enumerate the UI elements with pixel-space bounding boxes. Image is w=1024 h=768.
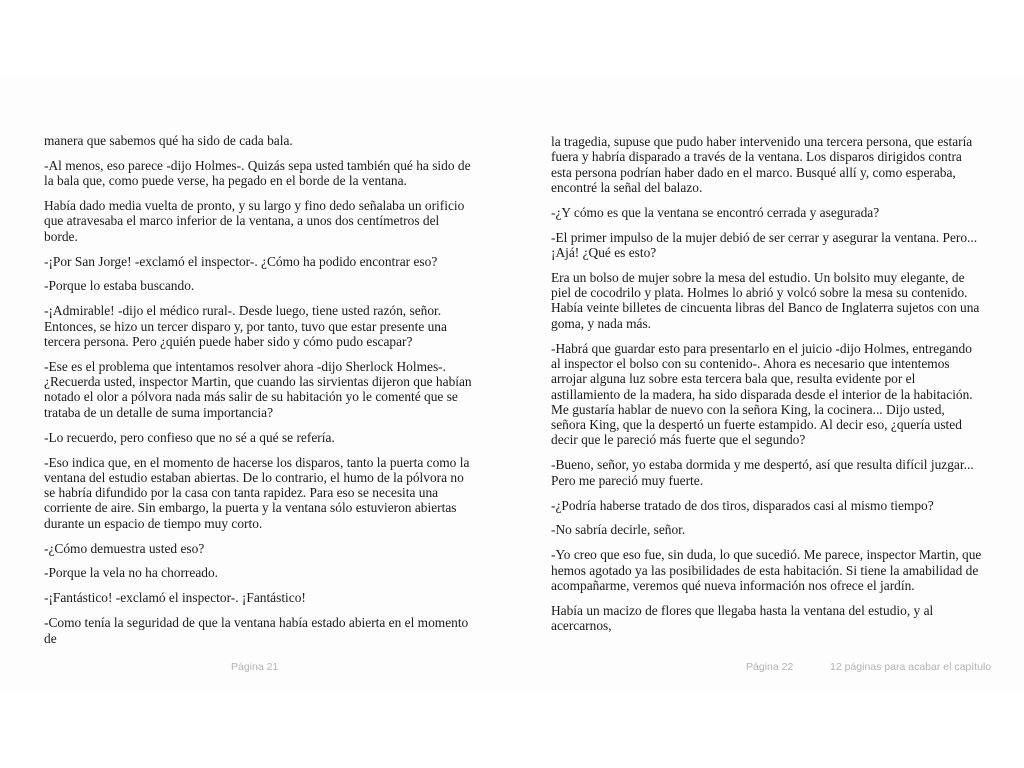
paragraph: -¿Podría haberse tratado de dos tiros, disparados casi al mismo tiempo? [551,497,934,513]
paragraph: -Al menos, eso parece -dijo Holmes-. Quizás sepa usted también qué ha sido de la bala que, como puede verse, ha pegado en el borde de la ventana. [44,157,471,189]
paragraph: -¡Admirable! -dijo el médico rural-. Desde luego, tiene usted razón, señor. Entonces, se hizo un tercer disparo y, por tanto, tuvo que estar presente una tercera persona. Pero ¿quién puede haber sido y cómo pudo escapar? [44,303,447,349]
book-reader [0,77,1024,691]
paragraph: la tragedia, supuse que pudo haber intervenido una tercera persona, que estaría fuera y habría disparado a través de la ventana. Los disparos dirigidos contra esta persona podrían haber dado en el marco. Busqué allí y, como esperaba, encontré la señal del balazo. [551,134,973,195]
paragraph: -¡Por San Jorge! -exclamó el inspector-. ¿Cómo ha podido encontrar eso? [44,253,438,269]
paragraph: manera que sabemos qué ha sido de cada bala. [44,133,293,148]
paragraph: Había dado media vuelta de pronto, y su largo y fino dedo señalaba un orificio que atravesaba el marco inferior de la ventana, a unos dos centímetros del borde. [44,198,465,244]
left-page[interactable] [44,133,476,655]
paragraph: -Ese es el problema que intentamos resolver ahora -dijo Sherlock Holmes-. ¿Recuerda usted, inspector Martin, que cuando las sirvientas dijeron que habían notado el olor a pólvora nada más salir de su habitación yo le comenté que se trataba de un detalle de suma importancia? [44,358,472,420]
chapter-pages-remaining: 12 páginas para acabar el capítulo [830,661,992,673]
paragraph: -Eso indica que, en el momento de hacerse los disparos, tanto la puerta como la ventana del estudio estaban abiertas. De lo contrario, el humo de la pólvora no se habría difundido por la casa con tanta rapidez. Para eso se necesita una corriente de aire. Sin embargo, la puerta y la ventana sólo estuvieron abiertas durante un espacio de tiempo muy corto. [44,454,470,531]
paragraph: -El primer impulso de la mujer debió de ser cerrar y asegurar la ventana. Pero... ¡Ajá! ¿Qué es esto? [551,229,978,260]
paragraph: -Habrá que guardar esto para presentarlo en el juicio -dijo Holmes, entregando al inspector el bolso con su contenido-. Ahora es necesario que intentemos arrojar alguna luz sobre esta tercera bala que, resulta evidente por el astillamiento de la madera, ha sido disparada desde el interior de la habitación. Me gustaría hablar de nuevo con la señora King, la cocinera... Dijo usted, señora King, que la despertó un fuerte estampido. Al decir eso, ¿quería usted decir que le pareció más fuerte que el segundo? [551,340,973,448]
paragraph: -Porque la vela no ha chorreado. [44,565,219,581]
paragraph: -¡Fantástico! -exclamó el inspector-. ¡Fantástico! [44,590,306,606]
paragraph: -Bueno, señor, yo estaba dormida y me despertó, así que resulta difícil juzgar... Pero me pareció muy fuerte. [551,457,974,488]
page-number-left: Página 21 [231,661,279,673]
paragraph: -No sabría decirle, señor. [551,522,686,538]
right-page[interactable] [551,134,983,643]
paragraph: -¿Cómo demuestra usted eso? [44,540,205,556]
paragraph: -Como tenía la seguridad de que la ventana había estado abierta en el momento de [44,615,469,646]
paragraph: -Lo recuerdo, pero confieso que no sé a qué se refería. [44,429,335,445]
paragraph: -¿Y cómo es que la ventana se encontró cerrada y asegurada? [551,204,880,220]
paragraph: Había un macizo de flores que llegaba hasta la ventana del estudio, y al acercarnos, [551,602,934,634]
paragraph: Era un bolso de mujer sobre la mesa del estudio. Un bolsito muy elegante, de piel de cocodrilo y plata. Holmes lo abrió y volcó sobre la mesa su contenido. Había veinte billetes de cincuenta libras del Banco de Inglaterra sujetos con una goma, y nada más. [551,269,980,331]
page-number-right: Página 22 [746,661,794,673]
paragraph: -Porque lo estaba buscando. [44,278,195,294]
paragraph: -Yo creo que eso fue, sin duda, lo que sucedió. Me parece, inspector Martin, que hemos agotado ya las posibilidades de esta habitación. Si tiene la amabilidad de acompañarme, veremos qué nueva información nos ofrece el jardín. [551,547,982,593]
